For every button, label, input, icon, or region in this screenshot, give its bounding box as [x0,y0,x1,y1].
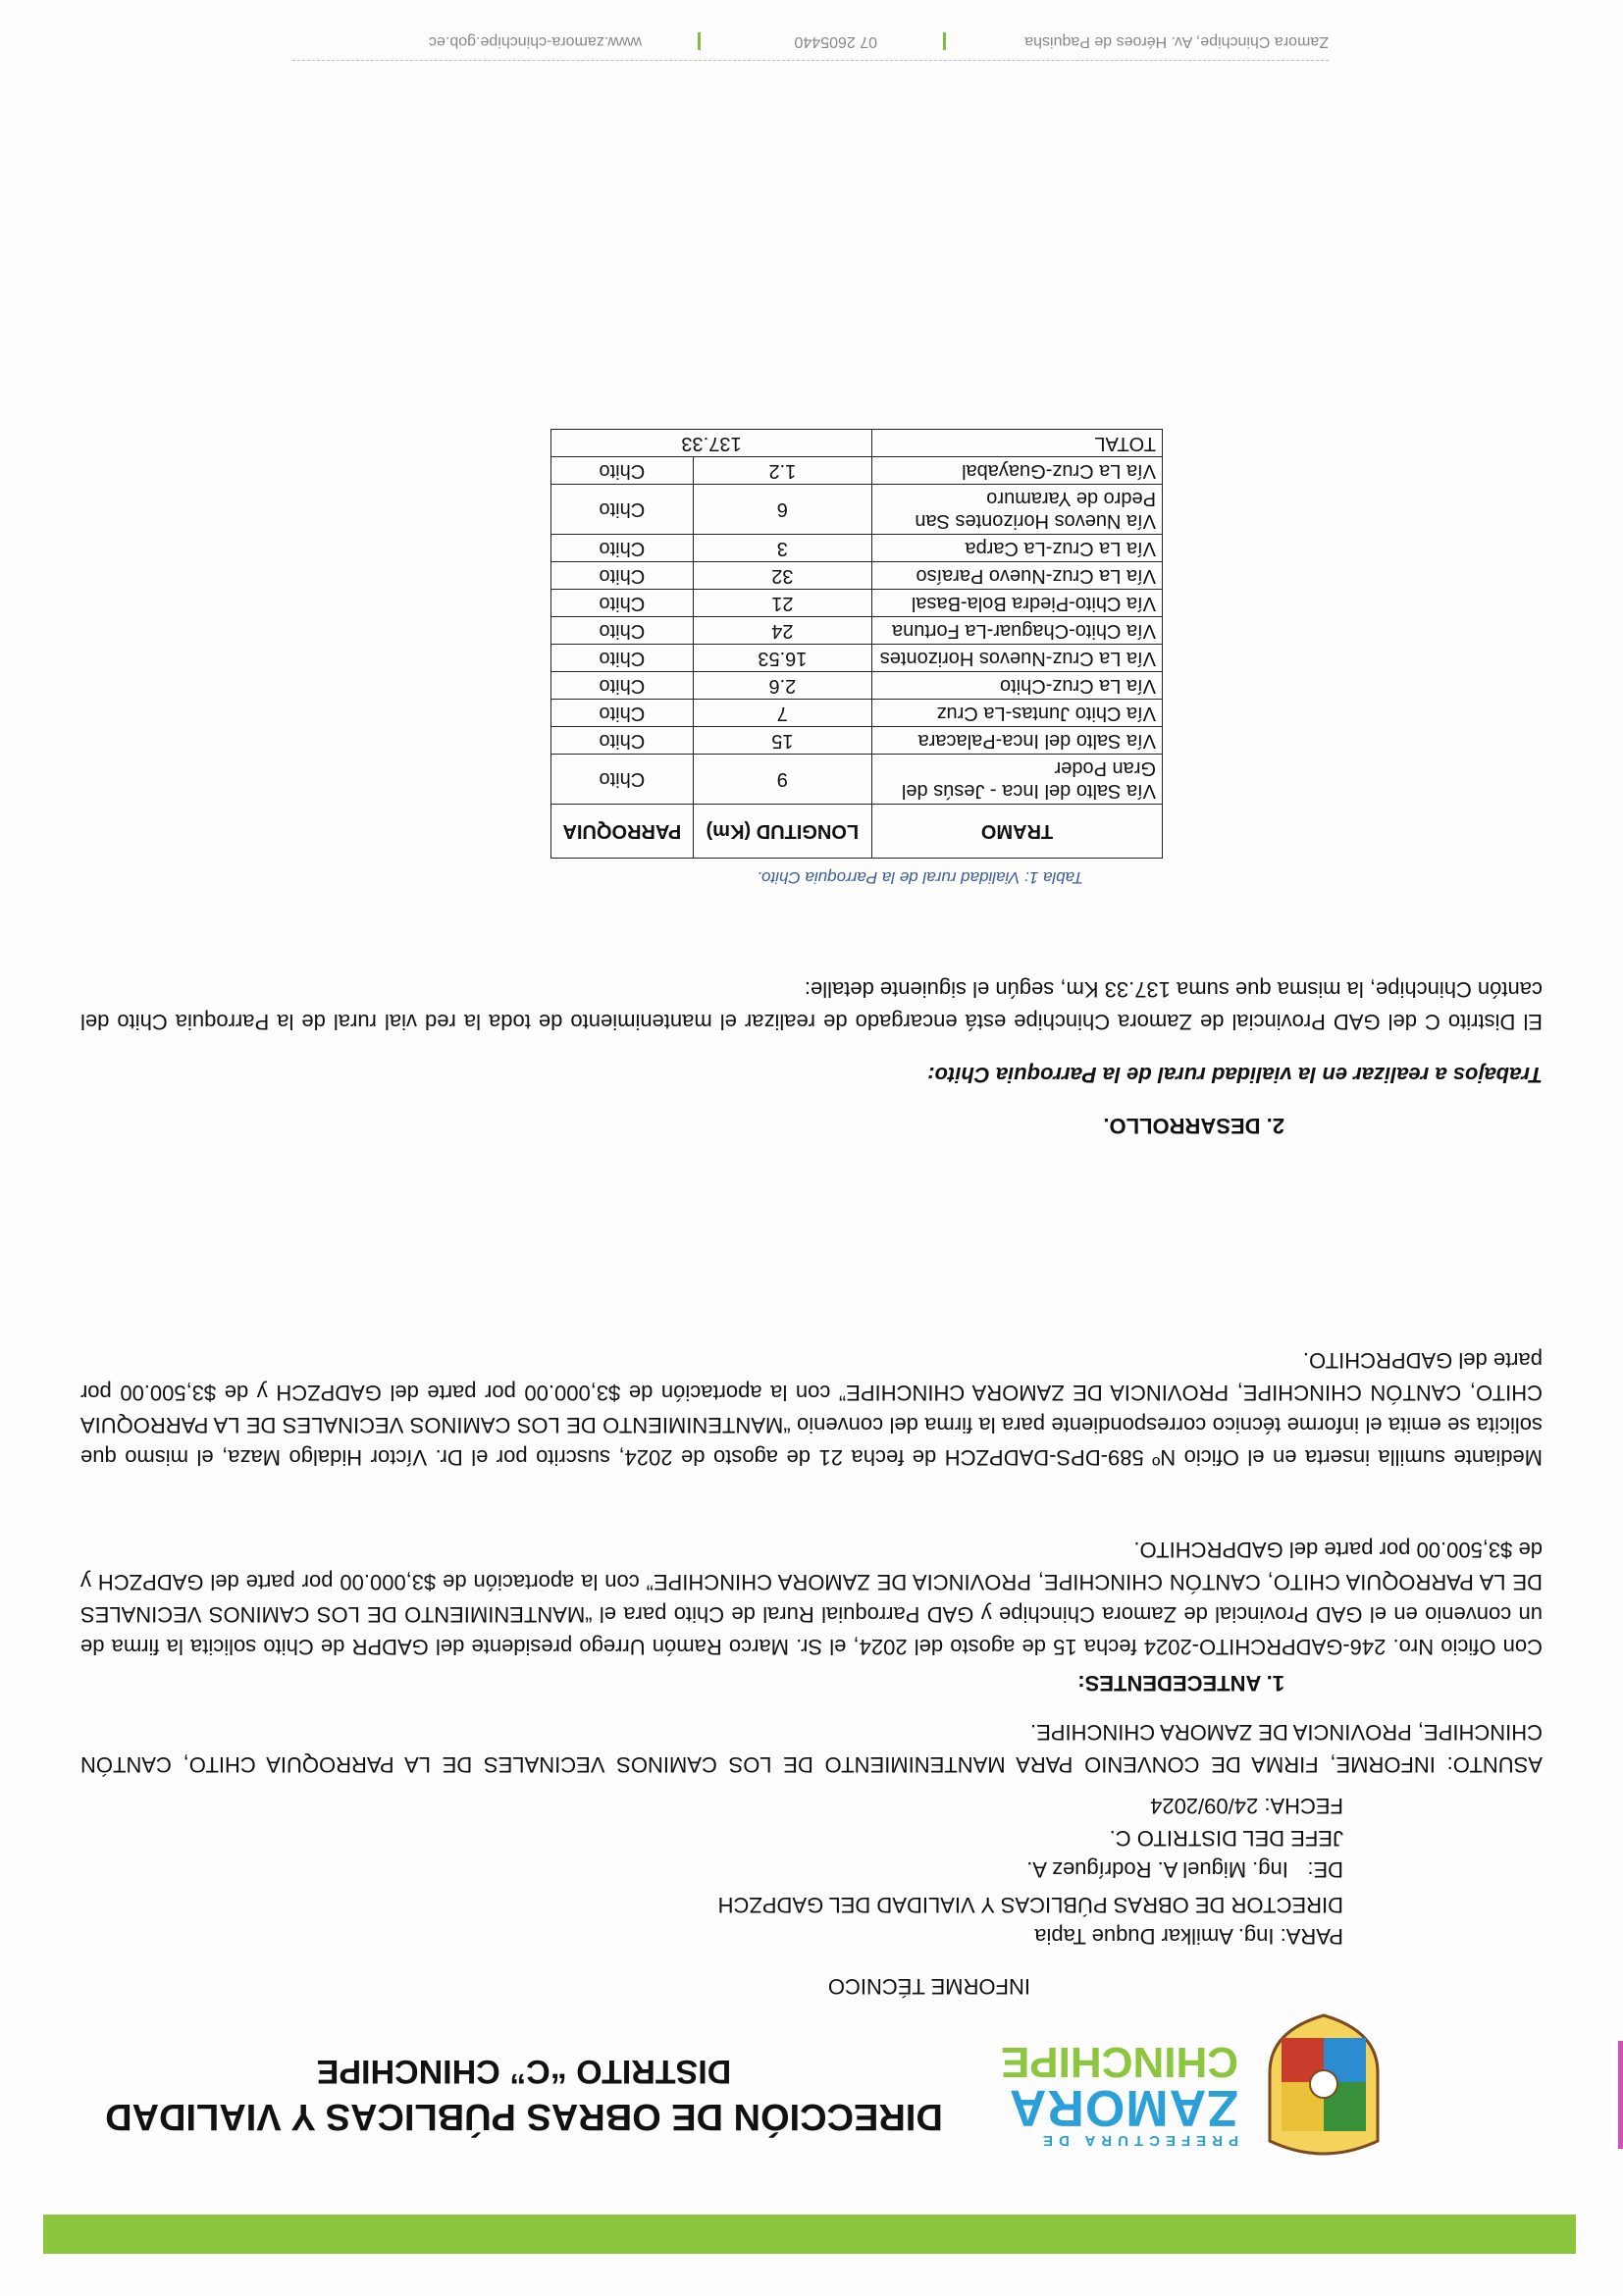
de-label: DE: [1307,1857,1343,1882]
section1-paragraph1: Con Oficio Nro. 246-GADPRCHITO-2024 fecha 15 de agosto del 2024, el Sr. Marco Ramón Urrego presidente del GADPR de Chito solicita la firma de un convenio en el GAD Provincial de Zamora Chinchipe y GAD Parroquial Rural de Chito para el “MANTENIMIENTO DE LOS CAMINOS VECINALES DE LA PARROQUIA CHITO, CANTÓN CHINCHIPE, PROVINCIA DE ZAMORA CHINCHIPE” con la aportación de $3,000.00 por parte del GADPZCH y de $3,500.00 por parte del GADPRCHITO. [80,1538,1543,1659]
footer-website[interactable]: www.zamora-chinchipe.gob.ec [429,33,642,50]
tramo-cell: Vía Chito-Piedra Bola-Basal [872,590,1163,617]
roads-table [550,429,1163,859]
prefectura-crest-icon [1262,2013,1386,2161]
footer-separator [943,32,946,50]
parroquia-cell: Chito [551,457,694,485]
table-row [551,755,1163,805]
table-row [551,535,1163,562]
page-title: DIRECCIÓN DE OBRAS PÚBLICAS Y VIALIDAD [105,2096,943,2137]
table-row [551,645,1163,672]
col-longitud: LONGITUD (Km) [693,805,871,859]
table-total-row [551,430,1163,457]
asunto-line: ASUNTO: INFORME, FIRMA DE CONVENIO PARA MANTENIMIENTO DE LOS CAMINOS VECINALES DE LA PARROQUIA CHITO, CANTÓN CHINCHIPE, PROVINCIA DE ZAMORA CHINCHIPE. [80,1720,1543,1777]
longitud-cell: 2.6 [693,672,871,700]
section2-title: 2. DESARROLLO. [1103,1114,1284,1138]
longitud-cell: 3 [693,535,871,562]
para-value: Ing. Amilkar Duque Tapia [1034,1924,1275,1949]
para-role: DIRECTOR DE OBRAS PÚBLICAS Y VIALIDAD DEL GADPZCH [717,1893,1343,1917]
tramo-cell: Vía Chito-Chaguar-La Fortuna [872,617,1163,645]
page-subtitle: DISTRITO “C” CHINCHIPE [316,2053,732,2090]
footer-separator [698,32,701,50]
parroquia-cell: Chito [551,562,694,590]
longitud-cell: 9 [693,755,871,805]
parroquia-cell: Chito [551,755,694,805]
doc-type: INFORME TÉCNICO [827,1974,1030,1999]
table-row [551,562,1163,590]
tramo-cell: Vía La Cruz-Nuevos Horizontes [872,645,1163,672]
total-value: 137.33 [551,430,872,457]
table-row [551,457,1163,485]
section1-paragraph2: Mediante sumilla inserta en el Oficio Nº 589-DPS-DADPZCH de fecha 21 de agosto de 2024, suscrito por el Dr. Víctor Hidalgo Maza, el mismo que solicita se emita el informe técnico correspondiente para la firma del convenio “MANTENIMIENTO DE LOS CAMINOS VECINALES DE LA PARROQUIA CHITO, CANTÓN CHINCHIPE, PROVINCIA DE ZAMORA CHINCHIPE” con la aportación de $3,000.00 por parte del GADPZCH y de $3,500.00 por parte del GADPRCHITO. [80,1348,1543,1470]
total-label: TOTAL [872,430,1163,457]
table-row [551,485,1163,535]
parroquia-cell: Chito [551,700,694,727]
para-label: PARA: [1280,1924,1343,1949]
parroquia-cell: Chito [551,535,694,562]
logo-line1: ZAMORA [1008,2079,1238,2136]
table-row [551,700,1163,727]
parroquia-cell: Chito [551,590,694,617]
table-row [551,672,1163,700]
table-header-row [551,805,1163,859]
section2-paragraph: El Distrito C del GAD Provincial de Zamora Chinchipe está encargado de realizar el mantenimiento de toda la red vial rural de la Parroquia Chito del cantón Chinchipe, la misma que suma 137.33 Km, según el siguiente detalle: [80,977,1543,1034]
logo-prefix: PREFECTURA DE [1037,2132,1238,2149]
longitud-cell: 24 [693,617,871,645]
longitud-cell: 21 [693,590,871,617]
de-value: Ing. Miguel A. Rodríguez A. [1026,1857,1288,1882]
parroquia-cell: Chito [551,672,694,700]
tramo-cell: Vía Nuevos Horizontes San Pedro de Yaramuro [872,485,1163,535]
de-line [1026,1854,1343,1884]
section2-subtitle: Trabajos a realizar en la vialidad rural de la Parroquia Chito: [927,1063,1543,1087]
table-caption: Tabla 1: Vialidad rural de la Parroquia Chito. [757,868,1083,887]
section1-title: 1. ANTECEDENTES: [1077,1671,1284,1696]
tramo-cell: Vía Salto del Inca-Palacara [872,727,1163,755]
footer-phone: 07 2605440 [794,33,877,50]
longitud-cell: 15 [693,727,871,755]
parroquia-cell: Chito [551,645,694,672]
para-line [1034,1921,1343,1951]
footer-address: Zamora Chinchipe, Av. Héroes de Paquisha [1024,33,1329,50]
brand-logo-text [993,2040,1238,2149]
table-row [551,617,1163,645]
longitud-cell: 16.53 [693,645,871,672]
logo-line2: CHINCHIPE [1000,2038,1238,2086]
parroquia-cell: Chito [551,617,694,645]
longitud-cell: 1.2 [693,457,871,485]
parroquia-cell: Chito [551,485,694,535]
tramo-cell: Vía La Cruz-Nuevo Paraíso [872,562,1163,590]
fecha-line: FECHA: 24/09/2024 [1150,1794,1343,1818]
longitud-cell: 32 [693,562,871,590]
top-green-bar [43,2215,1576,2254]
tramo-cell: Vía Salto del Inca - Jesús del Gran Poder [872,755,1163,805]
col-tramo: TRAMO [872,805,1163,859]
longitud-cell: 7 [693,700,871,727]
tramo-cell: Vía La Cruz-Guayabal [872,457,1163,485]
table-row [551,727,1163,755]
tramo-cell: Vía Chito Juntas-La Cruz [872,700,1163,727]
longitud-cell: 6 [693,485,871,535]
footer-divider [292,59,1329,61]
edge-marker [1618,2041,1623,2149]
tramo-cell: Vía La Cruz-La Carpa [872,535,1163,562]
de-role: JEFE DEL DISTRITO C. [1109,1826,1343,1851]
table-row [551,590,1163,617]
col-parroquia: PARROQUIA [551,805,694,859]
parroquia-cell: Chito [551,727,694,755]
tramo-cell: Vía La Cruz-Chito [872,672,1163,700]
